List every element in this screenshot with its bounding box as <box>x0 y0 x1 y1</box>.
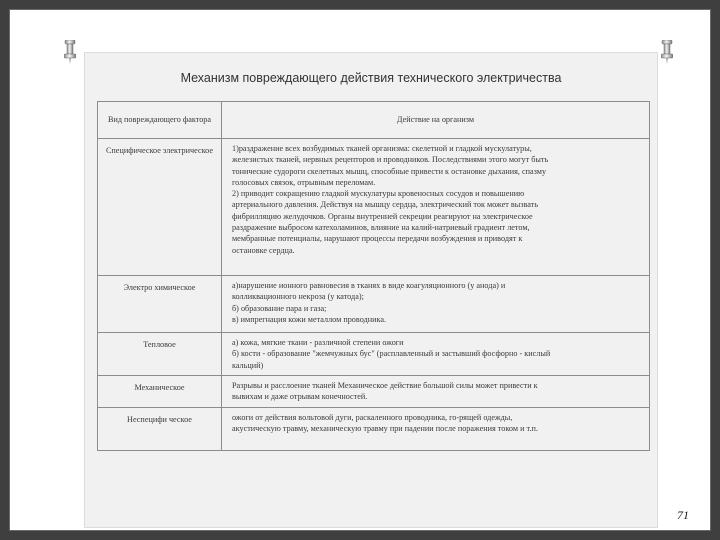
row-effect <box>222 276 650 333</box>
effect-line: а)нарушение ионного равновесия в тканях в виде коагуляционного (у анода) и <box>232 281 506 290</box>
effect-line: а) кожа, мягкие ткани - различной степени ожоги <box>232 338 404 347</box>
slide <box>9 9 711 531</box>
effect-line: мембранные потенциалы, нарушают процессы передачи возбуждения и приводят к <box>232 234 523 244</box>
row-effect <box>222 139 650 276</box>
header-factor: Вид повреждающего фактора <box>98 102 222 139</box>
page-number: 71 <box>677 508 689 522</box>
row-factor: Специфическое электрическое <box>98 139 222 276</box>
effect-line: голосовых связок, отрывным переломам. <box>232 177 376 187</box>
effect-line: раздражение выбросом катехоламинов, влияние на калий-натриевый градиент летом, <box>232 223 530 233</box>
table-row <box>98 407 650 450</box>
effect-line: артериального давления. Действуя на мышцу сердца, электрический ток может вызвать <box>232 200 538 210</box>
effect-line: вывихам и даже отрывам конечностей. <box>232 392 368 402</box>
effect-line: остановке сердца. <box>232 245 295 255</box>
mechanism-table <box>97 101 650 451</box>
effect-line: железистых тканей, нервных рецепторов и проводников. Последствиями этого могут быть <box>232 155 549 165</box>
row-factor: Тепловое <box>98 333 222 376</box>
effect-line: фибрилляцию желудочков. Органы внутренней секреции реагируют на электрическое <box>232 211 533 221</box>
effect-line: колликвационного некроза (у катода); <box>232 292 364 302</box>
effect-line: ожоги от действия вольтовой дуги, раскаленного проводника, го-рящей одежды, <box>232 412 513 422</box>
effect-line: б) образование пара и газа; <box>232 303 327 313</box>
row-factor: Механическое <box>98 376 222 408</box>
header-effect: Действие на организм <box>222 102 650 139</box>
row-factor: Неспецифи ческое <box>98 407 222 450</box>
row-effect <box>222 407 650 450</box>
effect-line: 1)раздражение всех возбудимых тканей организма: скелетной и гладкой мускулатуры, <box>232 144 532 153</box>
table-row <box>98 276 650 333</box>
effect-line: в) импрегнация кожи металлом проводника. <box>232 314 387 324</box>
effect-line: акустическую травму, механическую травму при падении после поражения током и т.п. <box>232 423 538 433</box>
pushpin-icon <box>64 40 76 64</box>
effect-line: тонические судороги скелетных мышц, способные привести к остановке дыхания, спазму <box>232 166 547 176</box>
pushpin-icon <box>661 40 673 64</box>
slide-title: Механизм повреждающего действия технического электричества <box>180 71 562 85</box>
row-factor: Электро химическое <box>98 276 222 333</box>
table-header-row <box>98 102 650 139</box>
effect-line: б) кости - образование "жемчужных бус" (расплавленный и застывший фосфорно - кислый <box>232 349 551 359</box>
table-row <box>98 139 650 276</box>
effect-line: 2) приводит сокращению гладкой мускулатуры кровеносных сосудов и повышению <box>232 189 525 199</box>
row-effect <box>222 376 650 408</box>
table-row <box>98 376 650 408</box>
row-effect <box>222 333 650 376</box>
effect-line: Разрывы и расслоение тканей Механическое действие большой силы может привести к <box>232 381 538 390</box>
content-panel <box>84 52 689 528</box>
effect-line: кальций) <box>232 360 264 370</box>
table-row <box>98 333 650 376</box>
